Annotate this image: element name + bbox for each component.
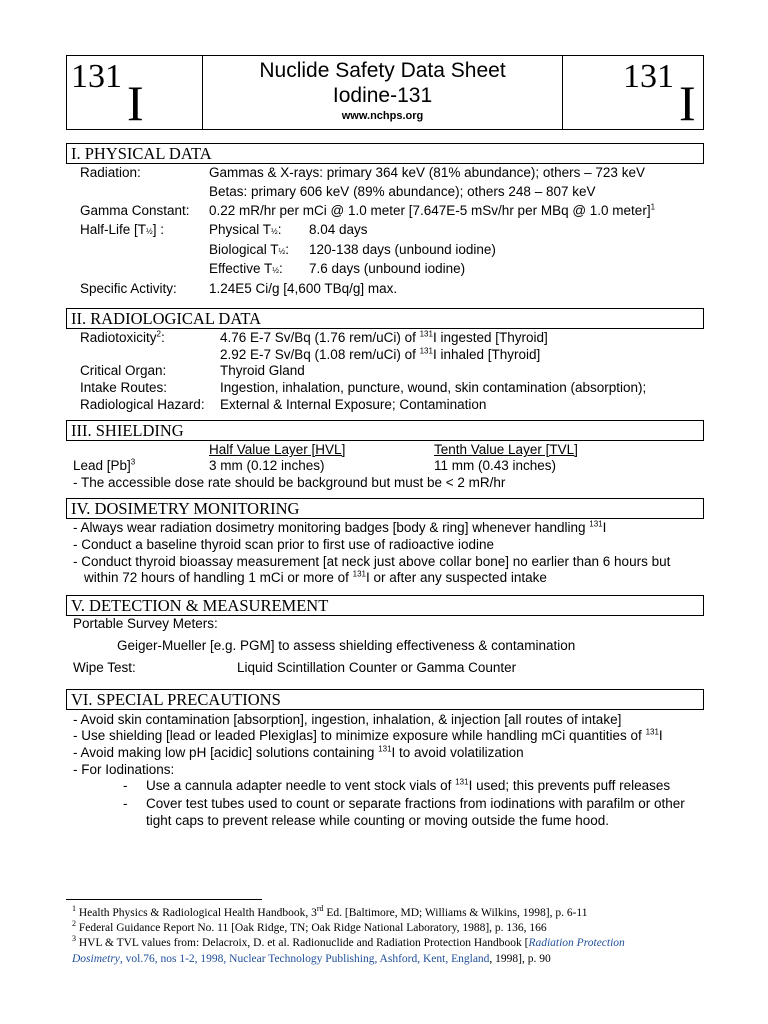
radiological-hazard-value: External & Internal Exposure; Contamination: [220, 397, 487, 412]
website: www.nchps.org: [341, 110, 424, 122]
half-life-label: Half-Life [T½] :: [80, 222, 164, 237]
footnote-separator: [66, 899, 262, 900]
precaution-sub2-line1: Cover test tubes used to count or separate fractions from iodinations with parafilm or other: [146, 796, 685, 811]
intake-routes-value: Ingestion, inhalation, puncture, wound, skin contamination (absorption);: [220, 380, 647, 395]
physical-half-life-value: 8.04 days: [309, 222, 368, 237]
radiation-label: Radiation:: [80, 165, 141, 180]
precaution-sub1: Use a cannula adapter needle to vent stock vials of $^{131}$I used; this prevents puff releases: [146, 777, 671, 793]
precaution-line2: - Use shielding [lead or leaded Plexiglas] to minimize exposure while handling mCi quantities of $^{131}$I: [73, 727, 663, 743]
critical-organ-value: Thyroid Gland: [220, 363, 305, 378]
radiation-line1: Gammas & X-rays: primary 364 keV (81% abundance); others – 723 keV: [209, 165, 645, 180]
header-right-symbol: [562, 56, 703, 129]
critical-organ-label: Critical Organ:: [80, 363, 167, 378]
physical-half-life-label: Physical T½:: [209, 222, 282, 237]
wipe-test-label: Wipe Test:: [73, 660, 136, 675]
element-symbol-right: I: [679, 75, 696, 131]
section-dosimetry-heading: IV. DOSIMETRY MONITORING: [66, 498, 704, 519]
header-box: [66, 55, 704, 130]
wipe-test-value: Liquid Scintillation Counter or Gamma Counter: [237, 660, 517, 675]
precaution-line4: - For Iodinations:: [73, 762, 175, 777]
radiation-line2: Betas: primary 606 keV (89% abundance); others 248 – 807 keV: [209, 184, 596, 199]
section-radiological-heading: II. RADIOLOGICAL DATA: [66, 308, 704, 329]
section-precautions-heading: VI. SPECIAL PRECAUTIONS: [66, 689, 704, 710]
footnote-3-line2: Dosimetry, vol.76, nos 1-2, 1998, Nuclear Technology Publishing, Ashford, Kent, England, 1998], p. 90: [72, 953, 551, 965]
effective-half-life-value: 7.6 days (unbound iodine): [309, 261, 466, 276]
dosimetry-line4: within 72 hours of handling 1 mCi or more of $^{131}$I or after any suspected intake: [84, 569, 547, 585]
biological-half-life-label: Biological T½:: [209, 242, 289, 257]
title-line1: Nuclide Safety Data Sheet: [259, 59, 506, 82]
tvl-header: Tenth Value Layer [TVL]: [434, 442, 578, 457]
mass-number: 131: [71, 58, 122, 95]
footnote-3-line1: $^3$ HVL & TVL values from: Delacroix, D. et al. Radionuclide and Radiation Protection Handbook [Radiation Protection: [72, 934, 625, 949]
precaution-line1: - Avoid skin contamination [absorption], ingestion, inhalation, & injection [all routes of intake]: [73, 712, 622, 727]
specific-activity-label: Specific Activity:: [80, 281, 177, 296]
radiotoxicity-label: Radiotoxicity$^2$:: [80, 329, 165, 345]
footnote-2: $^2$ Federal Guidance Report No. 11 [Oak Ridge, TN; Oak Ridge National Laboratory, 1988], p. 136, 166: [72, 919, 547, 934]
gamma-constant-label: Gamma Constant:: [80, 203, 190, 218]
header-left-symbol: [67, 56, 203, 129]
title-line2: Iodine-131: [332, 84, 433, 107]
portable-survey-meters: Portable Survey Meters:: [73, 616, 218, 631]
intake-routes-label: Intake Routes:: [80, 380, 168, 395]
mass-number-right: 131: [623, 58, 674, 95]
tvl-value: 11 mm (0.43 inches): [434, 458, 557, 473]
dosimetry-line2: - Conduct a baseline thyroid scan prior to first use of radioactive iodine: [73, 537, 494, 552]
specific-activity-value: 1.24E5 Ci/g [4,600 TBq/g] max.: [209, 281, 398, 296]
bullet-dash: -: [123, 796, 128, 811]
precaution-line3: - Avoid making low pH [acidic] solutions containing $^{131}$I to avoid volatilization: [73, 744, 524, 760]
geiger-mueller: Geiger-Mueller [e.g. PGM] to assess shielding effectiveness & contamination: [117, 638, 576, 653]
dose-rate-note: - The accessible dose rate should be background but must be < 2 mR/hr: [73, 475, 506, 490]
biological-half-life-value: 120-138 days (unbound iodine): [309, 242, 496, 257]
bullet-dash: -: [123, 778, 128, 793]
radiotoxicity-line1: 4.76 E-7 Sv/Bq (1.76 rem/uCi) of $^{131}$I ingested [Thyroid]: [220, 329, 548, 345]
document-title: [203, 58, 562, 108]
section-detection-heading: V. DETECTION & MEASUREMENT: [66, 595, 704, 616]
precaution-sub2-line2: tight caps to prevent release while counting or moving outside the fume hood.: [146, 813, 610, 828]
element-symbol: I: [127, 75, 144, 131]
gamma-constant-value: 0.22 mR/hr per mCi @ 1.0 meter [7.647E-5 mSv/hr per MBq @ 1.0 meter]$^1$: [209, 202, 656, 218]
lead-label: Lead $[Pb]^3$: [73, 457, 136, 473]
effective-half-life-label: Effective T½:: [209, 261, 283, 276]
footnote-1: $^1$ Health Physics & Radiological Health Handbook, 3rd Ed. [Baltimore, MD; Williams & Wilkins, 1998], p. 6-11: [72, 904, 588, 919]
radiological-hazard-label: Radiological Hazard:: [80, 397, 205, 412]
hvl-value: 3 mm (0.12 inches): [209, 458, 325, 473]
dosimetry-line1: - Always wear radiation dosimetry monitoring badges [body & ring] whenever handling $^{131}$I: [73, 519, 607, 535]
dosimetry-line3: - Conduct thyroid bioassay measurement [at neck just above collar bone] no earlier than 6 hours but: [73, 554, 671, 569]
hvl-header: Half Value Layer [HVL]: [209, 442, 346, 457]
section-physical-heading: I. PHYSICAL DATA: [66, 143, 704, 164]
section-shielding-heading: III. SHIELDING: [66, 420, 704, 441]
radiotoxicity-line2: 2.92 E-7 Sv/Bq (1.08 rem/uCi) of $^{131}$I inhaled [Thyroid]: [220, 346, 541, 362]
